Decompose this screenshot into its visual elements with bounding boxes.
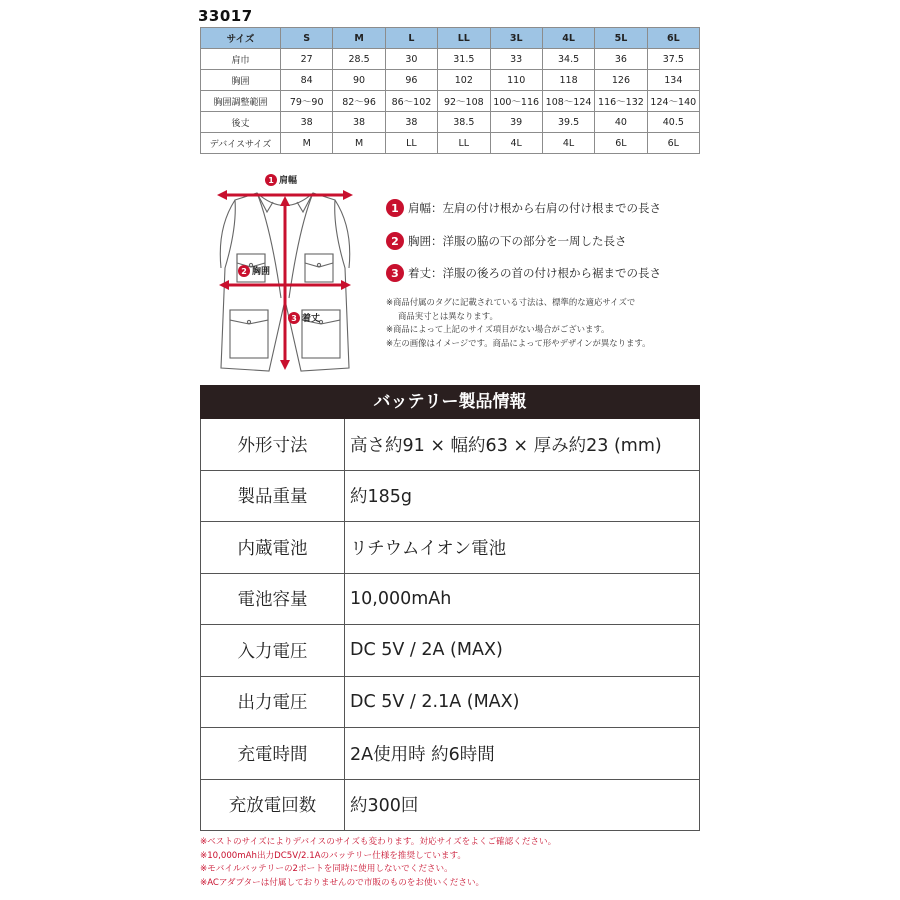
size-cell: 37.5 — [647, 49, 699, 70]
battery-value: 約185g — [350, 487, 413, 508]
legend-item — [386, 198, 661, 218]
battery-value: DC 5V / 2A (MAX) — [350, 640, 503, 661]
table-row — [200, 471, 700, 523]
table-row — [200, 574, 700, 626]
legend-item — [386, 263, 661, 283]
battery-label: 入力電圧 — [201, 625, 345, 676]
size-cell: 38.5 — [438, 112, 490, 133]
size-cell: 40 — [595, 112, 647, 133]
size-cell: 38 — [385, 112, 437, 133]
table-row — [200, 677, 700, 729]
battery-title: バッテリー製品情報 — [200, 385, 700, 419]
battery-footnotes — [200, 836, 720, 890]
battery-label: 内蔵電池 — [201, 522, 345, 573]
table-row — [200, 625, 700, 677]
size-header-cell: LL — [438, 28, 490, 49]
size-cell: 110 — [490, 70, 542, 91]
size-cell: 33 — [490, 49, 542, 70]
size-header-cell: L — [385, 28, 437, 49]
footnote-line: ※10,000mAh出力DC5V/2.1Aのバッテリー仕様を推奨しています。 — [200, 850, 466, 861]
footnote-line: ※モバイルバッテリーの2ポートを同時に使用しないでください。 — [200, 864, 453, 875]
legend-text: 着丈：洋服の後ろの首の付け根から裾までの長さ — [408, 266, 661, 280]
size-header-cell: 6L — [647, 28, 699, 49]
table-row — [200, 728, 700, 780]
table-row — [200, 419, 700, 471]
note-line: ※商品付属のタグに記載されている寸法は、標準的な適応サイズで — [386, 297, 636, 307]
diagram-label-text: 着丈 — [302, 314, 321, 324]
table-row — [201, 49, 700, 70]
legend-number: 1 — [386, 199, 404, 217]
size-cell: 84 — [281, 70, 333, 91]
table-row — [200, 522, 700, 574]
size-cell: M — [333, 133, 385, 154]
size-cell: 6L — [595, 133, 647, 154]
size-cell: 96 — [385, 70, 437, 91]
footnote-line: ※ACアダプターは付属しておりませんので市販のものをお使いください。 — [200, 877, 485, 888]
size-row-label: 後丈 — [201, 112, 281, 133]
size-row-label: 肩巾 — [201, 49, 281, 70]
size-cell: 38 — [281, 112, 333, 133]
size-cell: 4L — [542, 133, 594, 154]
size-cell: 100〜116 — [490, 91, 542, 112]
battery-value: 約300回 — [350, 796, 419, 817]
battery-value: 2A使用時 約6時間 — [350, 744, 495, 765]
table-row — [201, 133, 700, 154]
size-cell: 4L — [490, 133, 542, 154]
battery-value: DC 5V / 2.1A (MAX) — [350, 691, 520, 712]
diagram-label-num: 1 — [268, 176, 274, 185]
table-row — [200, 780, 700, 832]
battery-value: 高さ約91 × 幅約63 × 厚み約23 (mm) — [350, 435, 662, 456]
size-cell: 38 — [333, 112, 385, 133]
note-line: ※左の画像はイメージです。商品によって形やデザインが異なります。 — [386, 337, 651, 348]
size-cell: LL — [385, 133, 437, 154]
size-header-cell: 4L — [542, 28, 594, 49]
size-cell: 116〜132 — [595, 91, 647, 112]
size-cell: 108〜124 — [542, 91, 594, 112]
size-header-cell: 3L — [490, 28, 542, 49]
size-cell: 31.5 — [438, 49, 490, 70]
size-cell: 90 — [333, 70, 385, 91]
footnote-line: ※ベストのサイズによりデバイスのサイズも変わります。対応サイズをよくご確認ください。 — [200, 837, 557, 847]
size-table — [200, 27, 700, 154]
table-row — [201, 112, 700, 133]
size-cell: 124〜140 — [647, 91, 699, 112]
size-cell: 82〜96 — [333, 91, 385, 112]
battery-label: 充電時間 — [201, 728, 345, 779]
size-cell: 27 — [281, 49, 333, 70]
diagram-label-num: 3 — [291, 314, 297, 323]
battery-value: リチウムイオン電池 — [350, 538, 507, 559]
size-row-label: 胸囲調整範囲 — [201, 91, 281, 112]
size-cell: 39 — [490, 112, 542, 133]
size-table-header — [201, 28, 700, 49]
size-cell: 79〜90 — [281, 91, 333, 112]
diagram-label-text: 肩幅 — [279, 176, 298, 186]
size-header-cell: S — [281, 28, 333, 49]
legend-text: 肩幅：左肩の付け根から右肩の付け根までの長さ — [408, 201, 661, 215]
size-cell: 39.5 — [542, 112, 594, 133]
size-cell: 6L — [647, 133, 699, 154]
size-cell: 86〜102 — [385, 91, 437, 112]
battery-label: 充放電回数 — [201, 780, 345, 831]
note-line: 商品実寸とは異なります。 — [398, 310, 498, 321]
size-notes — [386, 296, 706, 350]
size-header-cell: 5L — [595, 28, 647, 49]
battery-info-table — [200, 385, 700, 831]
size-cell: 118 — [542, 70, 594, 91]
size-cell: 30 — [385, 49, 437, 70]
table-row — [201, 91, 700, 112]
legend-text: 胸囲：洋服の脇の下の部分を一周した長さ — [408, 234, 627, 248]
legend-item — [386, 231, 627, 251]
size-cell: 28.5 — [333, 49, 385, 70]
battery-label: 製品重量 — [201, 471, 345, 522]
size-cell: 34.5 — [542, 49, 594, 70]
size-cell: 134 — [647, 70, 699, 91]
battery-label: 出力電圧 — [201, 677, 345, 728]
battery-label: 外形寸法 — [201, 419, 345, 470]
size-header-cell: M — [333, 28, 385, 49]
size-cell: LL — [438, 133, 490, 154]
size-cell: 92〜108 — [438, 91, 490, 112]
size-row-label: デバイスサイズ — [201, 133, 281, 154]
size-row-label: 胸囲 — [201, 70, 281, 91]
size-cell: 40.5 — [647, 112, 699, 133]
diagram-label-text: 胸囲 — [252, 267, 271, 277]
table-row — [201, 70, 700, 91]
size-cell: 36 — [595, 49, 647, 70]
size-cell: 102 — [438, 70, 490, 91]
size-cell: M — [281, 133, 333, 154]
size-header-cell: サイズ — [201, 28, 281, 49]
diagram-label-num: 2 — [241, 267, 247, 276]
size-cell: 126 — [595, 70, 647, 91]
note-line: ※商品によって上記のサイズ項目がない場合がございます。 — [386, 324, 610, 334]
battery-value: 10,000mAh — [350, 588, 452, 609]
legend-number: 3 — [386, 264, 404, 282]
battery-label: 電池容量 — [201, 574, 345, 625]
product-code: 33017 — [198, 7, 253, 25]
vest-diagram — [205, 168, 365, 378]
legend-number: 2 — [386, 232, 404, 250]
